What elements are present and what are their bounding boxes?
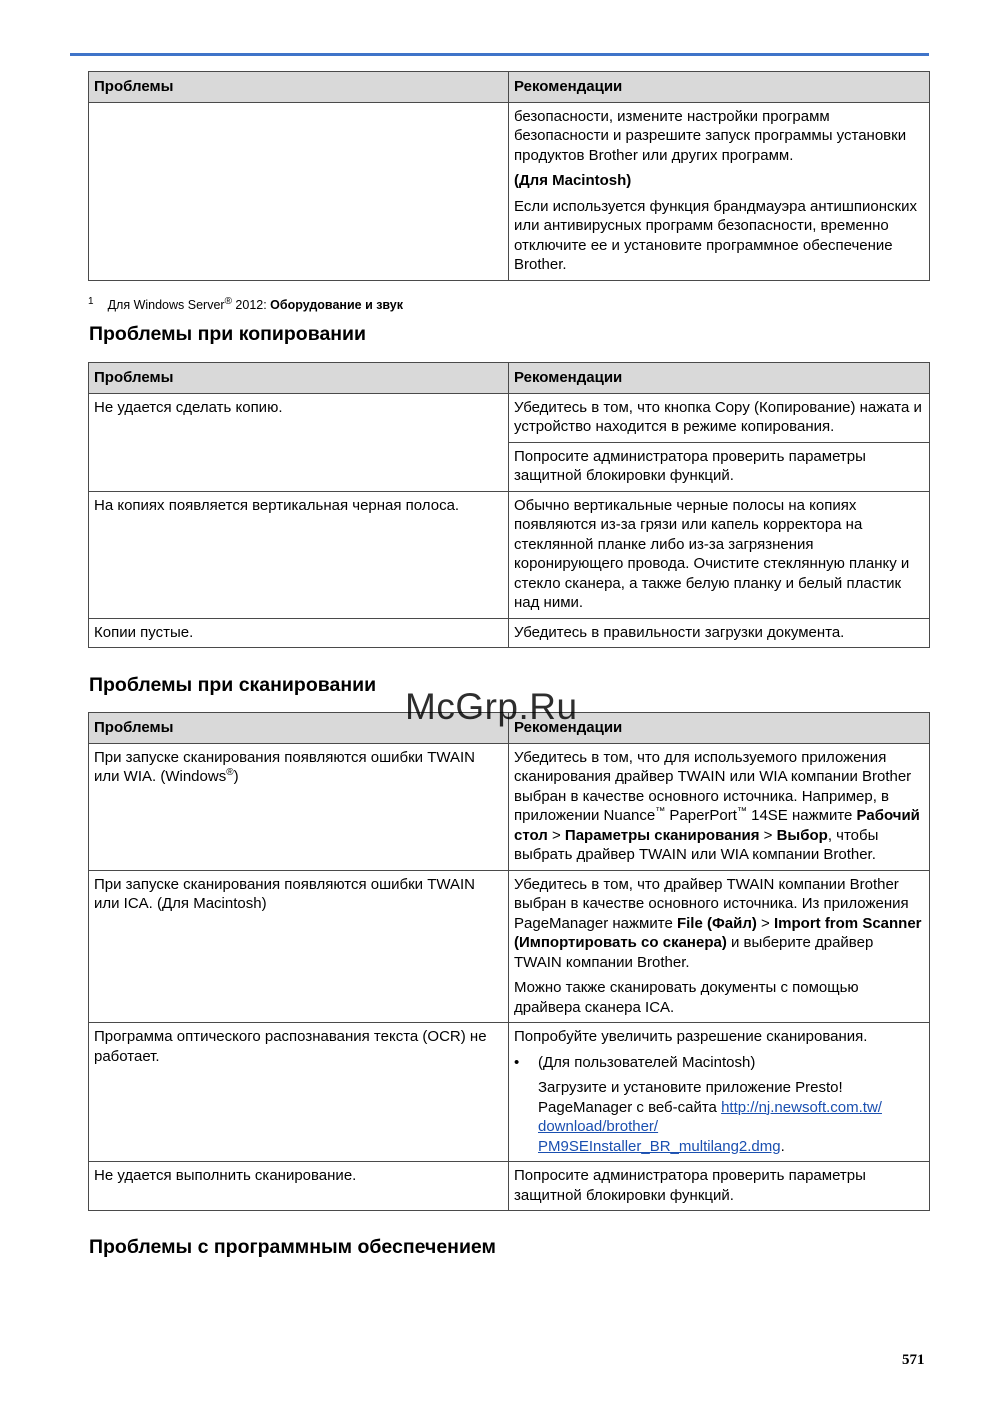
- col-problems-header: Проблемы: [89, 713, 509, 744]
- menu-separator: >: [547, 826, 565, 844]
- problem-cell: Копии пустые.: [89, 618, 509, 648]
- col-recommendations-header: Рекомендации: [509, 713, 930, 744]
- prev-problems-table: [88, 71, 930, 281]
- menu-separator: >: [759, 826, 777, 844]
- menu-path-scan-settings: Параметры сканирования: [564, 826, 760, 844]
- rec-text: Убедитесь в том, что для используемого приложения сканирования драйвер TWAIN или WIA компании Brother выбран в качестве основного источника. Например, в приложении Nuance: [514, 748, 912, 824]
- recommendation-cell: Попросите администратора проверить параметры защитной блокировки функций.: [509, 1162, 930, 1211]
- menu-path-select: Выбор: [776, 826, 828, 844]
- footnote-bold: Оборудование и звук: [270, 298, 404, 312]
- table-row: [89, 393, 930, 442]
- table-row: [89, 1023, 930, 1162]
- rec-text: , чтобы выбрать драйвер TWAIN или WIA компании Brother.: [514, 826, 879, 863]
- problem-text: ): [233, 768, 239, 785]
- rec-paragraph: [514, 875, 923, 973]
- col-problems-header: Проблемы: [89, 363, 509, 394]
- rec-text: Загрузите и установите приложение Presto! PageManager с веб-сайта: [538, 1079, 843, 1116]
- rec-paragraph: Попробуйте увеличить разрешение сканирования.: [514, 1028, 868, 1045]
- recommendation-cell: Убедитесь в том, что кнопка Copy (Копирование) нажата и устройство находится в режиме копирования.: [509, 393, 930, 442]
- recommendation-cell: Обычно вертикальные черные полосы на копиях появляются из-за грязи или капель корректора на стеклянной планке либо из-за загрязнения коронирующего провода. Очистите стеклянную планку и стекло сканера, а также белую планку и белый пластик над ними.: [509, 491, 930, 618]
- registered-mark: ®: [224, 295, 232, 307]
- recommendation-cell: Убедитесь в правильности загрузки документа.: [509, 618, 930, 648]
- section-title-scan: Проблемы при сканировании: [89, 674, 377, 696]
- rec-text: Убедитесь в том, что драйвер TWAIN компании Brother выбран в качестве основного источника. Из приложения PageManager нажмите: [514, 875, 909, 932]
- recommendation-cell: [509, 870, 930, 1023]
- registered-mark: ®: [226, 767, 234, 778]
- recommendation-cell: Попросите администратора проверить параметры защитной блокировки функций.: [509, 442, 930, 491]
- copy-problems-table: [88, 362, 930, 648]
- rec-paragraph: Можно также сканировать документы с помощью драйвера сканера ICA.: [514, 979, 859, 1016]
- col-problems-header: Проблемы: [89, 72, 509, 103]
- rec-text: и выберите драйвер TWAIN компании Brother.: [514, 934, 874, 971]
- table-row: [89, 870, 930, 1023]
- col-recommendations-header: Рекомендации: [509, 363, 930, 394]
- recommendation-cell: [509, 102, 930, 280]
- menu-path-desktop: Рабочий стол: [514, 807, 920, 844]
- rec-text: .: [780, 1137, 785, 1155]
- problem-text: При запуске сканирования появляются ошибки TWAIN или WIA. (Windows: [94, 748, 475, 785]
- problem-cell: Не удается выполнить сканирование.: [89, 1162, 509, 1211]
- menu-path-file: File (Файл): [676, 914, 757, 932]
- table-row: [89, 743, 930, 870]
- problem-cell: Не удается сделать копию.: [89, 393, 509, 491]
- bullet-item: [514, 1053, 923, 1073]
- header-rule: [70, 53, 929, 56]
- problem-cell: [89, 102, 509, 280]
- rec-text: безопасности, измените настройки программ безопасности и разрешите запуск программы установки продуктов Brother или других программ.: [514, 107, 907, 164]
- col-recommendations-header: Рекомендации: [509, 72, 930, 103]
- link-part[interactable]: download/brother/: [538, 1118, 659, 1135]
- footnote-number: 1: [88, 296, 94, 307]
- menu-separator: >: [756, 914, 774, 932]
- problem-cell: На копиях появляется вертикальная черная полоса.: [89, 491, 509, 618]
- page-number: 571: [902, 1352, 925, 1368]
- bullet-icon: •: [514, 1053, 520, 1071]
- footnote-text: Для Windows Server: [107, 298, 225, 312]
- table-header-row: [89, 72, 930, 103]
- link-part[interactable]: PM9SEInstaller_BR_multilang2.dmg: [538, 1137, 781, 1155]
- trademark-mark: ™: [736, 806, 747, 817]
- watermark: McGrp.Ru: [405, 686, 578, 727]
- bullet-subtext: [514, 1078, 923, 1156]
- trademark-mark: ™: [655, 806, 666, 817]
- rec-text: Если используется функция брандмауэра антишпионских или антивирусных программ безопасности, временно отключите ее и установите программное обеспечение Brother.: [514, 197, 917, 273]
- table-row: [89, 618, 930, 648]
- recommendation-cell: [509, 743, 930, 870]
- section-title-software: Проблемы с программным обеспечением: [89, 1236, 496, 1258]
- table-row: [89, 491, 930, 618]
- table-row: [89, 102, 930, 280]
- rec-text: PaperPort: [665, 807, 737, 824]
- section-title-copy: Проблемы при копировании: [89, 323, 367, 345]
- scan-problems-table: [88, 712, 930, 1211]
- rec-text: 14SE нажмите: [746, 807, 857, 824]
- footnote-text: 2012:: [231, 298, 271, 312]
- table-row: [89, 1162, 930, 1211]
- mac-label: (Для Macintosh): [514, 172, 632, 189]
- menu-path-import: Import from Scanner (Импортировать со сканера): [514, 914, 922, 951]
- problem-cell: При запуске сканирования появляются ошибки TWAIN или ICA. (Для Macintosh): [89, 870, 509, 1023]
- footnote: [88, 296, 403, 316]
- recommendation-cell: [509, 1023, 930, 1162]
- link-part[interactable]: http://nj.newsoft.com.tw/: [721, 1098, 882, 1116]
- table-header-row: [89, 363, 930, 394]
- problem-cell: Программа оптического распознавания текста (OCR) не работает.: [89, 1023, 509, 1162]
- problem-cell: [89, 743, 509, 870]
- bullet-text: (Для пользователей Macintosh): [538, 1053, 756, 1071]
